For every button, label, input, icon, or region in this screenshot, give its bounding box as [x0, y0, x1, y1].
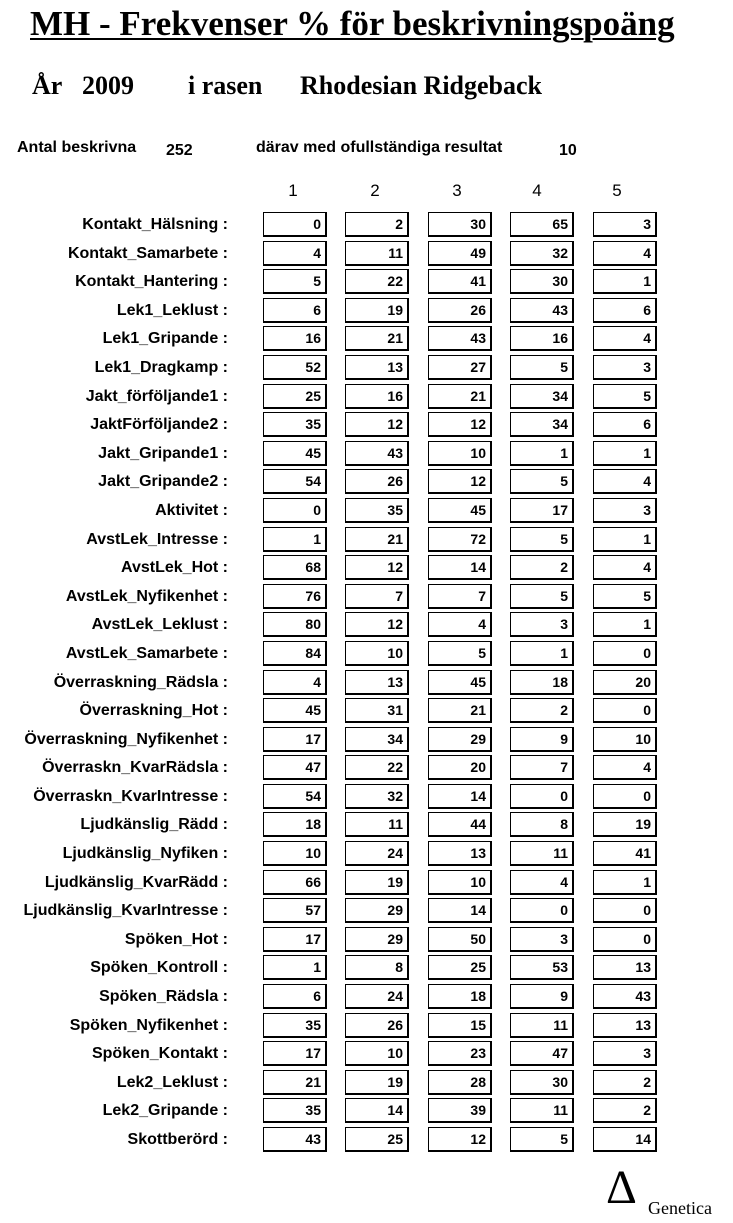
value-cell: 5	[263, 269, 327, 294]
value-cell: 4	[263, 670, 327, 695]
frequency-table	[0, 212, 733, 1156]
value-cell: 5	[593, 584, 657, 609]
value-cell: 65	[510, 212, 574, 237]
table-row	[0, 812, 733, 841]
value-cell: 4	[593, 469, 657, 494]
value-cell: 17	[263, 1041, 327, 1066]
incomplete-label: därav med ofullständiga resultat	[256, 139, 503, 156]
value-cell: 32	[345, 784, 409, 809]
value-cell: 72	[428, 527, 492, 552]
page-title: MH - Frekvenser % för beskrivningspoäng	[30, 4, 675, 43]
value-cell: 21	[428, 384, 492, 409]
column-header-4: 4	[532, 181, 542, 200]
row-label: Överraskning_Hot :	[79, 702, 228, 720]
table-row	[0, 441, 733, 470]
value-cell: 45	[263, 698, 327, 723]
table-row	[0, 527, 733, 556]
value-cell: 25	[263, 384, 327, 409]
value-cell: 16	[345, 384, 409, 409]
row-label: Spöken_Kontroll :	[90, 959, 228, 977]
value-cell: 13	[428, 841, 492, 866]
value-cell: 10	[428, 441, 492, 466]
column-header-3: 3	[452, 181, 462, 200]
value-cell: 6	[263, 984, 327, 1009]
table-row	[0, 1041, 733, 1070]
value-cell: 4	[593, 241, 657, 266]
value-cell: 0	[510, 898, 574, 923]
value-cell: 57	[263, 898, 327, 923]
value-cell: 6	[263, 298, 327, 323]
value-cell: 3	[593, 212, 657, 237]
value-cell: 10	[428, 870, 492, 895]
value-cell: 5	[428, 641, 492, 666]
value-cell: 41	[593, 841, 657, 866]
value-cell: 26	[345, 1013, 409, 1038]
value-cell: 5	[510, 584, 574, 609]
value-cell: 5	[510, 355, 574, 380]
row-label: AvstLek_Intresse :	[86, 530, 228, 548]
value-cell: 32	[510, 241, 574, 266]
column-header-2: 2	[370, 181, 380, 200]
value-cell: 2	[510, 698, 574, 723]
row-label: Kontakt_Samarbete :	[67, 244, 228, 262]
value-cell: 44	[428, 812, 492, 837]
delta-logo-icon: Δ	[606, 1161, 637, 1214]
value-cell: 14	[428, 784, 492, 809]
value-cell: 47	[510, 1041, 574, 1066]
column-header-1: 1	[288, 181, 298, 200]
table-row	[0, 755, 733, 784]
value-cell: 16	[510, 326, 574, 351]
value-cell: 2	[510, 555, 574, 580]
value-cell: 18	[263, 812, 327, 837]
row-label: Lek1_Gripande :	[102, 330, 228, 348]
value-cell: 19	[345, 1070, 409, 1095]
value-cell: 0	[263, 498, 327, 523]
value-cell: 21	[345, 326, 409, 351]
row-label: Överraskning_Nyfikenhet :	[24, 730, 228, 748]
value-cell: 45	[263, 441, 327, 466]
row-label: Ljudkänslig_Nyfiken :	[62, 845, 228, 863]
value-cell: 24	[345, 984, 409, 1009]
value-cell: 17	[510, 498, 574, 523]
table-row	[0, 384, 733, 413]
value-cell: 43	[263, 1127, 327, 1152]
value-cell: 54	[263, 784, 327, 809]
row-label: AvstLek_Hot :	[121, 559, 228, 577]
value-cell: 4	[263, 241, 327, 266]
table-row	[0, 727, 733, 756]
table-row	[0, 641, 733, 670]
value-cell: 2	[345, 212, 409, 237]
value-cell: 0	[593, 641, 657, 666]
value-cell: 11	[345, 241, 409, 266]
row-label: Överraskn_KvarRädsla :	[42, 759, 228, 777]
row-label: Överraskning_Rädsla :	[53, 673, 228, 691]
table-row	[0, 241, 733, 270]
value-cell: 5	[510, 469, 574, 494]
value-cell: 10	[345, 1041, 409, 1066]
row-label: Överraskn_KvarIntresse :	[33, 787, 228, 805]
value-cell: 30	[510, 1070, 574, 1095]
row-label: Lek2_Leklust :	[116, 1073, 228, 1091]
value-cell: 20	[593, 670, 657, 695]
value-cell: 1	[593, 612, 657, 637]
row-label: Lek2_Gripande :	[102, 1102, 228, 1120]
value-cell: 1	[593, 269, 657, 294]
value-cell: 11	[510, 841, 574, 866]
table-row	[0, 955, 733, 984]
value-cell: 31	[345, 698, 409, 723]
value-cell: 66	[263, 870, 327, 895]
table-row	[0, 412, 733, 441]
value-cell: 20	[428, 755, 492, 780]
value-cell: 14	[428, 555, 492, 580]
value-cell: 19	[345, 298, 409, 323]
value-cell: 3	[510, 612, 574, 637]
value-cell: 10	[593, 727, 657, 752]
value-cell: 49	[428, 241, 492, 266]
row-label: AvstLek_Leklust :	[91, 616, 228, 634]
value-cell: 35	[263, 412, 327, 437]
value-cell: 21	[428, 698, 492, 723]
value-cell: 7	[510, 755, 574, 780]
value-cell: 54	[263, 469, 327, 494]
value-cell: 43	[593, 984, 657, 1009]
value-cell: 2	[593, 1070, 657, 1095]
value-cell: 17	[263, 927, 327, 952]
row-label: Spöken_Rädsla :	[99, 988, 228, 1006]
value-cell: 11	[510, 1098, 574, 1123]
value-cell: 10	[263, 841, 327, 866]
value-cell: 10	[345, 641, 409, 666]
value-cell: 5	[510, 1127, 574, 1152]
value-cell: 34	[345, 727, 409, 752]
value-cell: 24	[345, 841, 409, 866]
value-cell: 2	[593, 1098, 657, 1123]
row-label: AvstLek_Nyfikenhet :	[65, 587, 228, 605]
value-cell: 1	[593, 527, 657, 552]
row-label: Jakt_förföljande1 :	[85, 387, 228, 405]
table-row	[0, 784, 733, 813]
value-cell: 18	[510, 670, 574, 695]
value-cell: 12	[428, 469, 492, 494]
value-cell: 3	[593, 355, 657, 380]
row-label: Kontakt_Hälsning :	[82, 216, 228, 233]
value-cell: 45	[428, 670, 492, 695]
row-label: Ljudkänslig_Rädd :	[80, 816, 228, 834]
table-row	[0, 212, 733, 241]
value-cell: 47	[263, 755, 327, 780]
value-cell: 21	[345, 527, 409, 552]
value-cell: 16	[263, 326, 327, 351]
value-cell: 52	[263, 355, 327, 380]
value-cell: 13	[593, 955, 657, 980]
table-row	[0, 1098, 733, 1127]
value-cell: 7	[428, 584, 492, 609]
row-label: Spöken_Hot :	[124, 930, 228, 948]
breed-label: i rasen	[188, 71, 263, 100]
table-row	[0, 898, 733, 927]
value-cell: 1	[593, 441, 657, 466]
row-label: Lek1_Leklust :	[116, 301, 228, 319]
table-row	[0, 469, 733, 498]
row-label: Ljudkänslig_KvarIntresse :	[23, 902, 228, 920]
value-cell: 26	[345, 469, 409, 494]
value-cell: 7	[345, 584, 409, 609]
value-cell: 4	[593, 555, 657, 580]
value-cell: 19	[593, 812, 657, 837]
value-cell: 26	[428, 298, 492, 323]
value-cell: 14	[345, 1098, 409, 1123]
value-cell: 6	[593, 412, 657, 437]
table-row	[0, 269, 733, 298]
value-cell: 6	[593, 298, 657, 323]
value-cell: 12	[345, 612, 409, 637]
row-label: Jakt_Gripande1 :	[98, 444, 228, 462]
value-cell: 30	[428, 212, 492, 237]
value-cell: 8	[345, 955, 409, 980]
table-row	[0, 298, 733, 327]
value-cell: 35	[263, 1013, 327, 1038]
value-cell: 5	[593, 384, 657, 409]
value-cell: 1	[510, 441, 574, 466]
breed-name: Rhodesian Ridgeback	[300, 71, 542, 100]
value-cell: 11	[345, 812, 409, 837]
value-cell: 29	[428, 727, 492, 752]
value-cell: 76	[263, 584, 327, 609]
value-cell: 43	[428, 326, 492, 351]
value-cell: 12	[345, 412, 409, 437]
value-cell: 39	[428, 1098, 492, 1123]
table-row	[0, 1127, 733, 1156]
value-cell: 22	[345, 269, 409, 294]
value-cell: 43	[345, 441, 409, 466]
value-cell: 68	[263, 555, 327, 580]
logo-name: Genetica	[648, 1198, 712, 1218]
value-cell: 0	[263, 212, 327, 237]
row-label: Jakt_Gripande2 :	[98, 473, 228, 491]
table-row	[0, 670, 733, 699]
row-label: Ljudkänslig_KvarRädd :	[44, 873, 228, 891]
value-cell: 13	[345, 355, 409, 380]
value-cell: 8	[510, 812, 574, 837]
row-label: Aktivitet :	[155, 501, 228, 519]
value-cell: 17	[263, 727, 327, 752]
value-cell: 25	[345, 1127, 409, 1152]
value-cell: 0	[593, 898, 657, 923]
table-row	[0, 870, 733, 899]
value-cell: 29	[345, 927, 409, 952]
value-cell: 13	[345, 670, 409, 695]
value-cell: 5	[510, 527, 574, 552]
value-cell: 30	[510, 269, 574, 294]
value-cell: 0	[593, 698, 657, 723]
value-cell: 27	[428, 355, 492, 380]
value-cell: 13	[593, 1013, 657, 1038]
value-cell: 11	[510, 1013, 574, 1038]
value-cell: 80	[263, 612, 327, 637]
described-count: 252	[166, 142, 193, 159]
value-cell: 50	[428, 927, 492, 952]
table-row	[0, 612, 733, 641]
value-cell: 15	[428, 1013, 492, 1038]
row-label: Spöken_Kontakt :	[91, 1045, 228, 1063]
row-label: Skottberörd :	[127, 1131, 228, 1148]
table-row	[0, 927, 733, 956]
year-value: 2009	[82, 71, 134, 100]
value-cell: 9	[510, 727, 574, 752]
value-cell: 4	[428, 612, 492, 637]
value-cell: 34	[510, 412, 574, 437]
table-row	[0, 355, 733, 384]
value-cell: 4	[593, 755, 657, 780]
incomplete-count: 10	[559, 142, 577, 159]
row-label: AvstLek_Samarbete :	[65, 644, 228, 662]
value-cell: 18	[428, 984, 492, 1009]
value-cell: 9	[510, 984, 574, 1009]
value-cell: 34	[510, 384, 574, 409]
year-label: År	[32, 71, 63, 100]
value-cell: 4	[593, 326, 657, 351]
value-cell: 12	[345, 555, 409, 580]
value-cell: 29	[345, 898, 409, 923]
value-cell: 0	[510, 784, 574, 809]
value-cell: 25	[428, 955, 492, 980]
row-label: Kontakt_Hantering :	[75, 273, 228, 291]
value-cell: 1	[263, 955, 327, 980]
row-label: JaktFörföljande2 :	[90, 416, 228, 434]
table-row	[0, 326, 733, 355]
value-cell: 12	[428, 412, 492, 437]
value-cell: 84	[263, 641, 327, 666]
table-row	[0, 1070, 733, 1099]
table-row	[0, 555, 733, 584]
row-label: Lek1_Dragkamp :	[94, 358, 228, 376]
value-cell: 12	[428, 1127, 492, 1152]
value-cell: 43	[510, 298, 574, 323]
table-row	[0, 698, 733, 727]
value-cell: 3	[593, 1041, 657, 1066]
value-cell: 21	[263, 1070, 327, 1095]
value-cell: 19	[345, 870, 409, 895]
value-cell: 4	[510, 870, 574, 895]
value-cell: 1	[510, 641, 574, 666]
row-label: Spöken_Nyfikenhet :	[69, 1016, 228, 1034]
value-cell: 28	[428, 1070, 492, 1095]
value-cell: 35	[263, 1098, 327, 1123]
value-cell: 45	[428, 498, 492, 523]
value-cell: 3	[510, 927, 574, 952]
described-label: Antal beskrivna	[17, 139, 137, 156]
value-cell: 3	[593, 498, 657, 523]
value-cell: 22	[345, 755, 409, 780]
value-cell: 14	[428, 898, 492, 923]
value-cell: 0	[593, 784, 657, 809]
value-cell: 41	[428, 269, 492, 294]
value-cell: 0	[593, 927, 657, 952]
table-row	[0, 584, 733, 613]
table-row	[0, 1013, 733, 1042]
table-row	[0, 841, 733, 870]
value-cell: 53	[510, 955, 574, 980]
value-cell: 23	[428, 1041, 492, 1066]
value-cell: 35	[345, 498, 409, 523]
value-cell: 1	[263, 527, 327, 552]
column-header-5: 5	[612, 181, 622, 200]
table-row	[0, 984, 733, 1013]
value-cell: 14	[593, 1127, 657, 1152]
value-cell: 1	[593, 870, 657, 895]
table-row	[0, 498, 733, 527]
